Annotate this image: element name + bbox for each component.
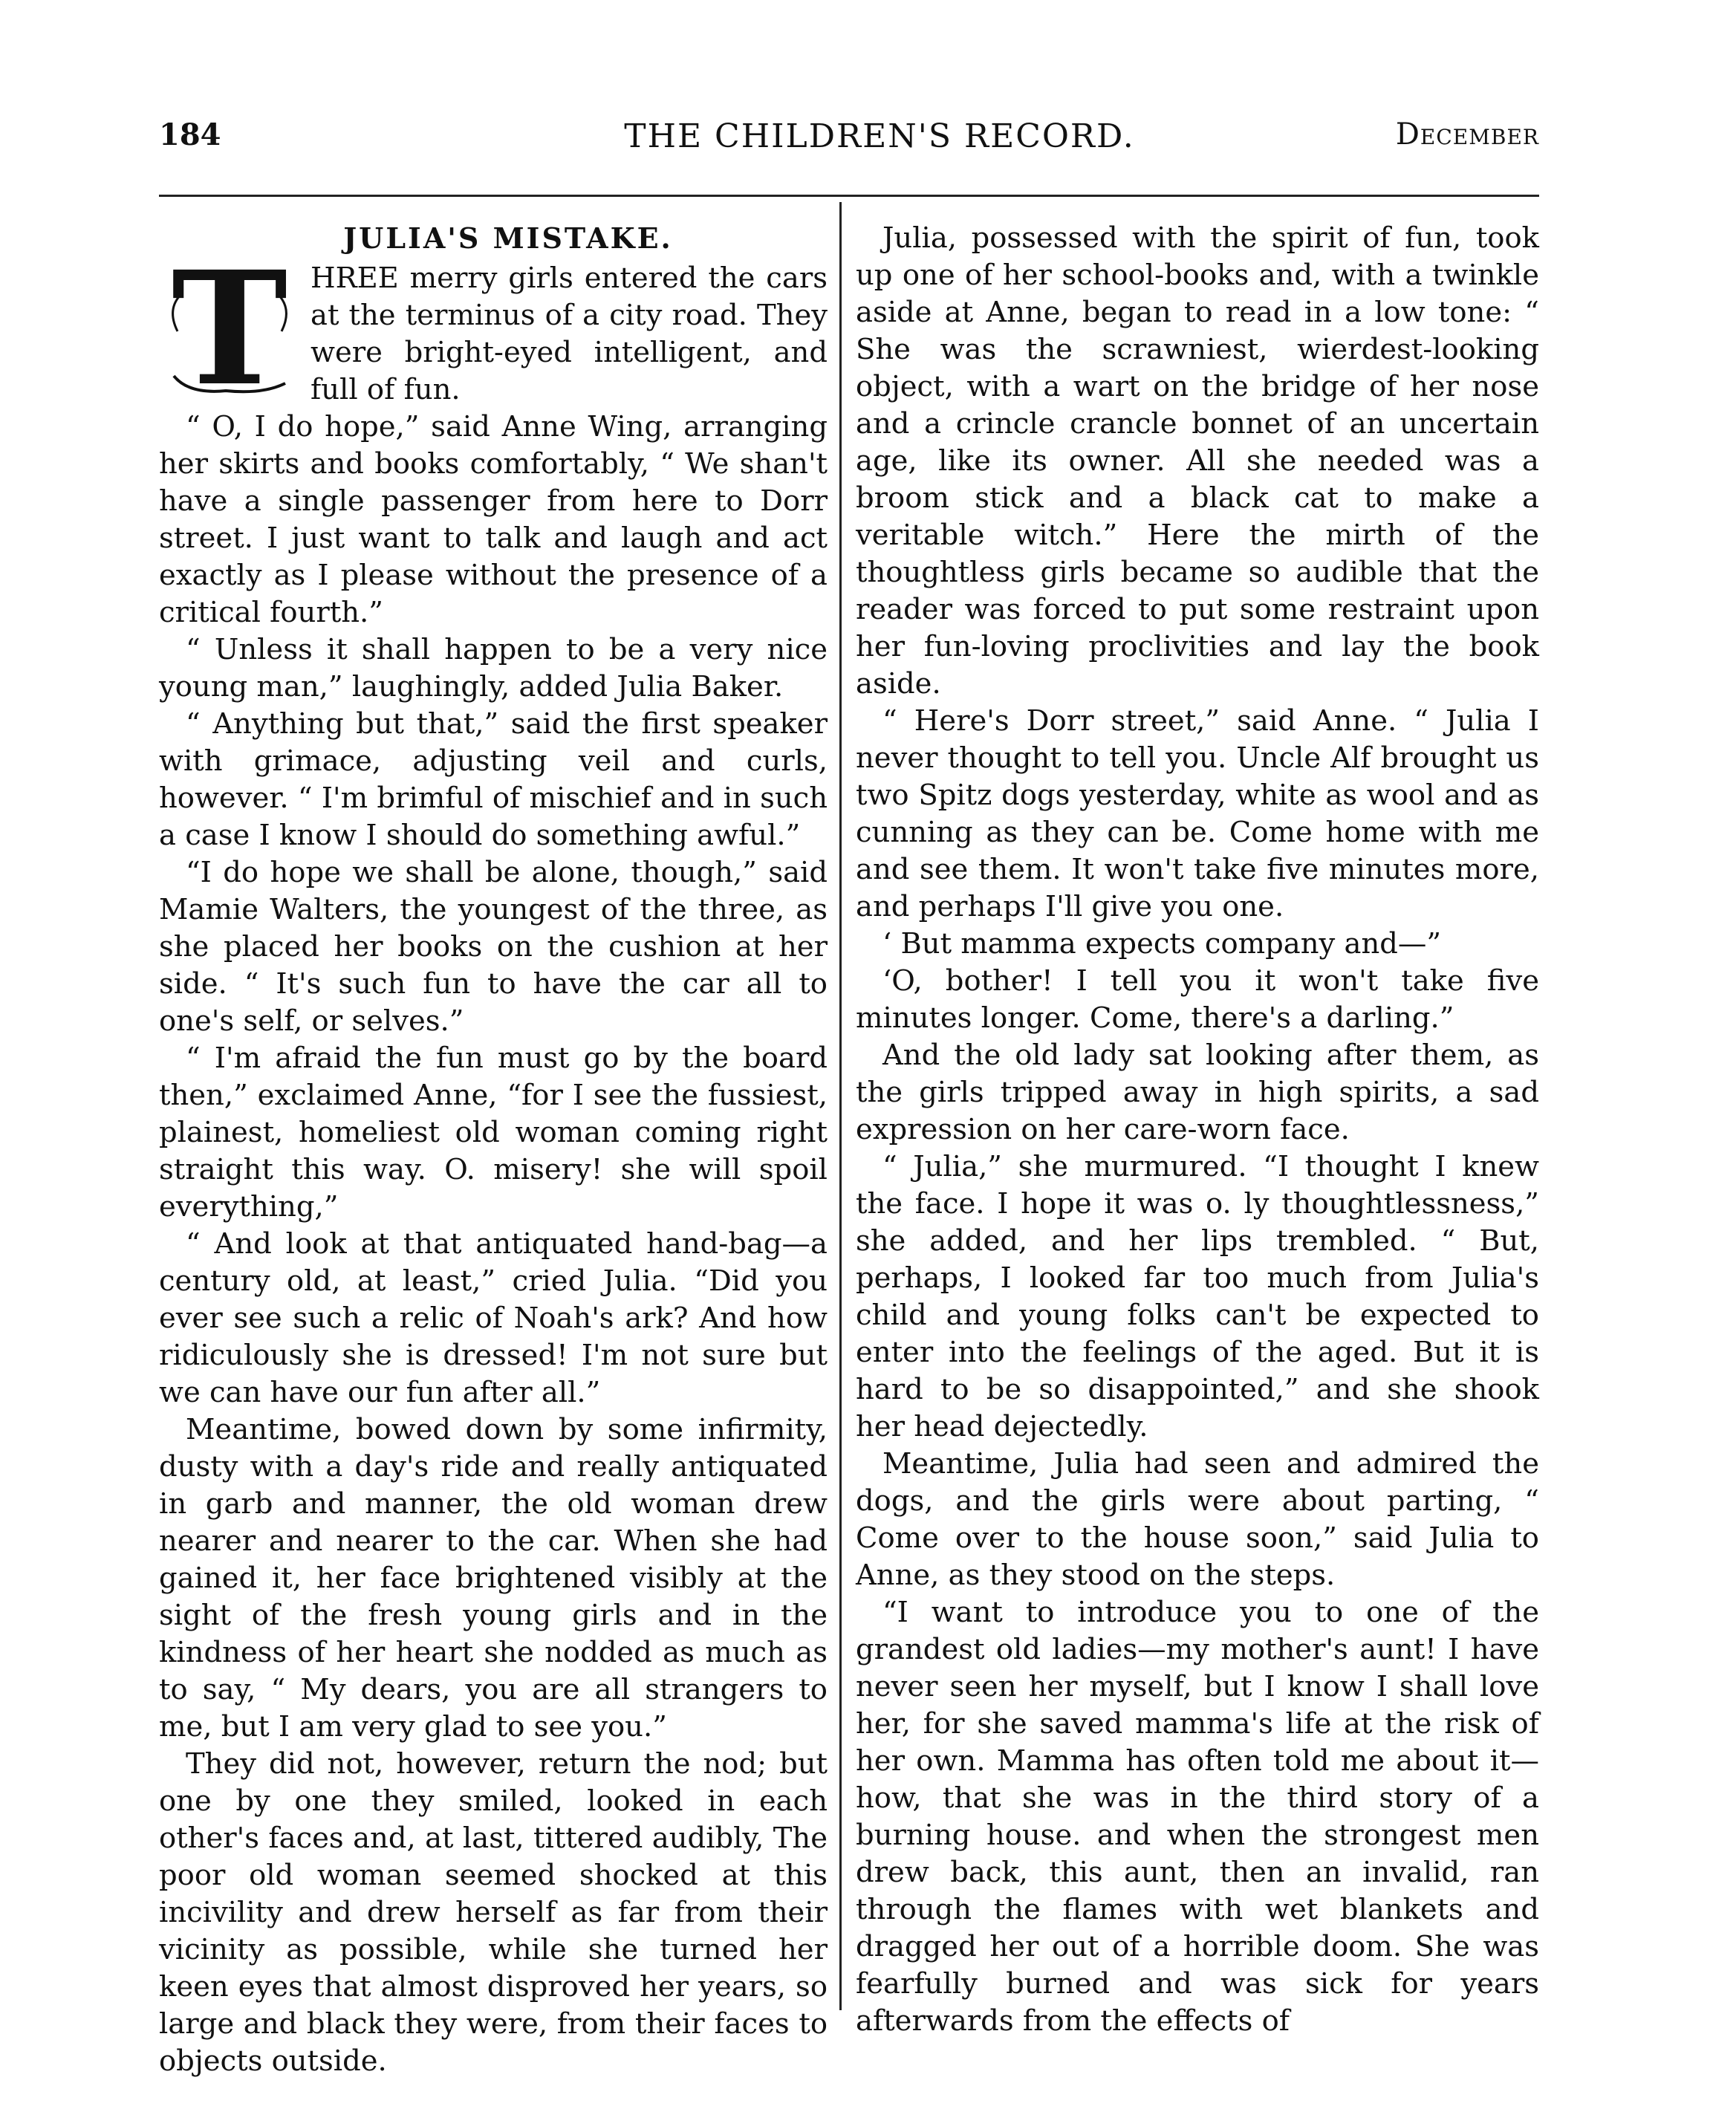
paragraph: “I do hope we shall be alone, though,” said Mamie Walters, the youngest of the three, as she placed her books on the cushion at her side. “ It's such fun to have the car all to one's self, or selves.” <box>159 856 828 1038</box>
header-rule <box>159 195 1539 197</box>
paragraph: ‘ But mamma expects company and—” <box>882 927 1442 961</box>
paragraph: Meantime, bowed down by some infirmity, dusty with a day's ride and really antiquated in garb and manner, the old woman drew nearer and nearer to the car. When she had gained it, her face brightened visibly at the sight of the fresh young girls and in the kindness of her heart she nodded as much as to say, “ My dears, you are all strangers to me, but I am very glad to see you.” <box>159 1413 828 1744</box>
paragraph: “ Anything but that,” said the first speaker with grimace, adjusting veil and curls, however. “ I'm brimful of mischief and in such a case I know I should do something awful.” <box>159 707 828 852</box>
paragraph: HREE merry girls entered the cars at the terminus of a city road. They were bright-eyed intelligent, and full of fun. <box>311 261 828 406</box>
paragraph: “ I'm afraid the fun must go by the board then,” exclaimed Anne, “for I see the fussiest, plainest, homeliest old woman coming right straight this way. O. misery! she will spoil everything,” <box>159 1041 828 1224</box>
page-header <box>159 117 1539 169</box>
article-title: JULIA'S MISTAKE. <box>343 221 673 255</box>
right-column <box>856 220 1539 2040</box>
paragraph: “ And look at that antiquated hand-bag—a century old, at least,” cried Julia. “Did you ever see such a relic of Noah's ark? And how ridiculously she is dressed! I'm not sure but we can have our fun after all.” <box>159 1227 828 1409</box>
paragraph: “ Julia,” she murmured. “I thought I knew the face. I hope it was o. ly thoughtlessness,” she added, and her lips trembled. “ But, perhaps, I looked far too much from Julia's child and young folks can't be expected to enter into the feelings of the aged. But it is hard to be so disappointed,” and she shook her head dejectedly. <box>856 1150 1539 1443</box>
paragraph: Meantime, Julia had seen and admired the dogs, and the girls were about parting, “ Come over to the house soon,” said Julia to Anne, as they stood on the steps. <box>856 1447 1539 1592</box>
paragraph: And the old lady sat looking after them, as the girls tripped away in high spirits, a sad expression on her care-worn face. <box>856 1039 1539 1146</box>
paragraph: “ Here's Dorr street,” said Anne. “ Julia I never thought to tell you. Uncle Alf brought us two Spitz dogs yesterday, white as wool and as cunning as they can be. Come home with me and see them. It won't take five minutes more, and perhaps I'll give you one. <box>856 704 1539 923</box>
drop-cap <box>159 237 300 420</box>
issue-month: December <box>1395 117 1539 152</box>
journal-title: THE CHILDREN'S RECORD. <box>624 117 1135 155</box>
left-column <box>159 220 828 2080</box>
paragraph: “I want to introduce you to one of the grandest old ladies—my mother's aunt! I have never seen her myself, but I know I shall love her, for she saved mamma's life at the risk of her own. Mamma has often told me about it—how, that she was in the third story of a burning house. and when the strongest men drew back, this aunt, then an invalid, ran through the flames with wet blankets and dragged her out of a horrible doom. She was fearfully burned and was sick for years afterwards from the effects of <box>856 1596 1539 2038</box>
paragraph: ‘O, bother! I tell you it won't take five minutes longer. Come, there's a darling.” <box>856 964 1539 1035</box>
paragraph: Julia, possessed with the spirit of fun, took up one of her school-books and, with a twinkle aside at Anne, began to read in a low tone: “ She was the scrawniest, wierdest-looking object, with a wart on the bridge of her nose and a crincle crancle bonnet of an uncertain age, like its owner. All she needed was a broom stick and a black cat to make a veritable witch.” Here the mirth of the thoughtless girls became so audible that the reader was forced to put some restraint upon her fun-loving proclivities and lay the book aside. <box>856 221 1539 701</box>
column-divider <box>839 202 842 2010</box>
paragraph: “ Unless it shall happen to be a very nice young man,” laughingly, added Julia Baker. <box>159 633 828 703</box>
page-number: 184 <box>159 117 221 152</box>
paragraph: “ O, I do hope,” said Anne Wing, arranging her skirts and books comfortably, “ We shan't have a single passenger from here to Dorr street. I just want to talk and laugh and act exactly as I please without the presence of a critical fourth.” <box>159 410 828 629</box>
paragraph: They did not, however, return the nod; but one by one they smiled, looked in each other's faces and, at last, tittered audibly, The poor old woman seemed shocked at this incivility and drew herself as far from their vicinity as possible, while she turned her keen eyes that almost disproved her years, so large and black they were, from their faces to objects outside. <box>159 1747 828 2078</box>
drop-cap-letter: T <box>171 237 288 420</box>
